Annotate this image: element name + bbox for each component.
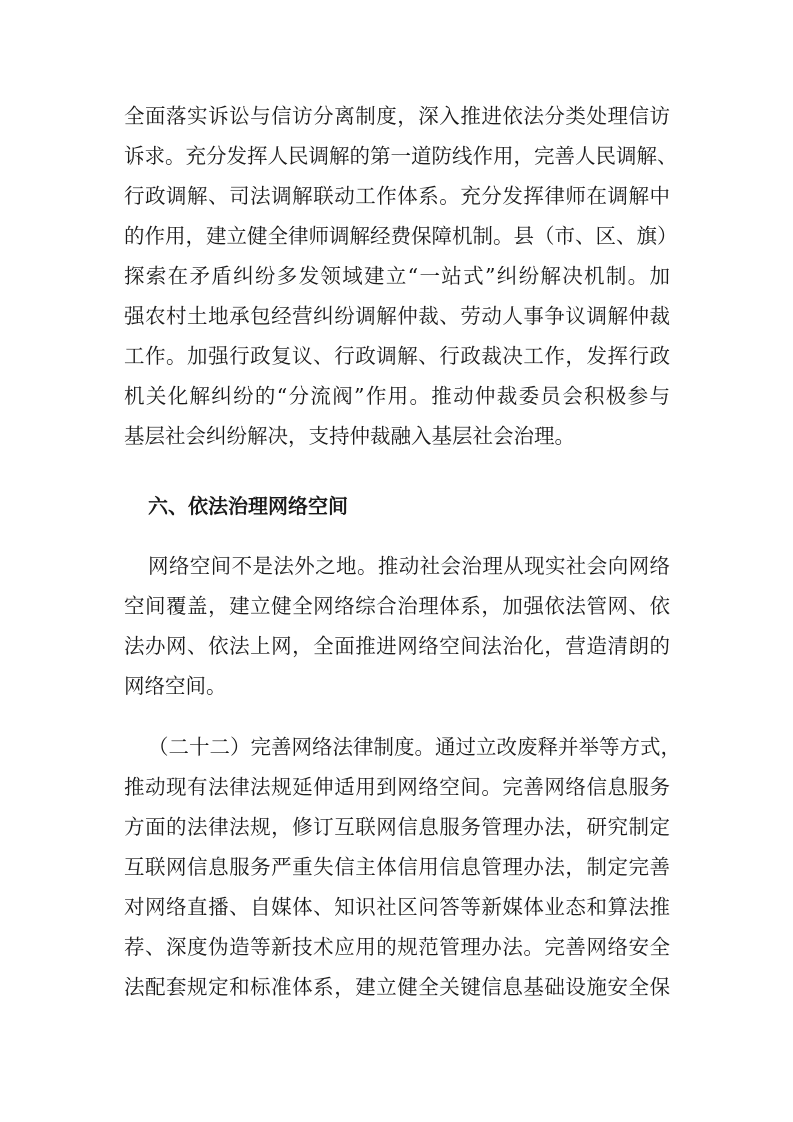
paragraph-3-line-7: 法配套规定和标准体系，建立健全关键信息基础设施安全保 <box>124 975 670 999</box>
paragraph-1-line-6: 强农村土地承包经营纠纷调解仲裁、劳动人事争议调解仲裁 <box>124 304 670 328</box>
paragraph-3-line-4: 互联网信息服务严重失信主体信用信息管理办法，制定完善 <box>124 855 670 879</box>
section-heading: 六、依法治理网络空间 <box>148 494 348 518</box>
paragraph-3-line-1: （二十二）完善网络法律制度。通过立改废释并举等方式， <box>148 735 681 759</box>
paragraph-3-line-3: 方面的法律法规，修订互联网信息服务管理办法，研究制定 <box>124 815 670 839</box>
paragraph-2-line-2: 空间覆盖，建立健全网络综合治理体系，加强依法管网、依 <box>124 594 670 618</box>
paragraph-2-line-1: 网络空间不是法外之地。推动社会治理从现实社会向网络 <box>148 554 670 578</box>
paragraph-1-line-4: 的作用，建立健全律师调解经费保障机制。县（市、区、旗） <box>124 224 678 248</box>
paragraph-1-line-9: 基层社会纠纷解决，支持仲裁融入基层社会治理。 <box>124 424 575 448</box>
paragraph-1-line-2: 诉求。充分发挥人民调解的第一道防线作用，完善人民调解、 <box>124 144 678 168</box>
paragraph-1-line-3: 行政调解、司法调解联动工作体系。充分发挥律师在调解中 <box>124 184 670 208</box>
paragraph-3-line-5: 对网络直播、自媒体、知识社区问答等新媒体业态和算法推 <box>124 895 670 919</box>
paragraph-1-line-1: 全面落实诉讼与信访分离制度，深入推进依法分类处理信访 <box>124 104 670 128</box>
paragraph-1-line-5: 探索在矛盾纠纷多发领域建立“一站式”纠纷解决机制。加 <box>124 264 670 288</box>
paragraph-1-line-8: 机关化解纠纷的“分流阀”作用。推动仲裁委员会积极参与 <box>124 384 670 408</box>
paragraph-2-line-4: 网络空间。 <box>124 674 227 698</box>
paragraph-3-line-2: 推动现有法律法规延伸适用到网络空间。完善网络信息服务 <box>124 775 670 799</box>
paragraph-2-line-3: 法办网、依法上网，全面推进网络空间法治化，营造清朗的 <box>124 634 670 658</box>
paragraph-1-line-7: 工作。加强行政复议、行政调解、行政裁决工作，发挥行政 <box>124 344 670 368</box>
paragraph-3-line-6: 荐、深度伪造等新技术应用的规范管理办法。完善网络安全 <box>124 935 670 959</box>
